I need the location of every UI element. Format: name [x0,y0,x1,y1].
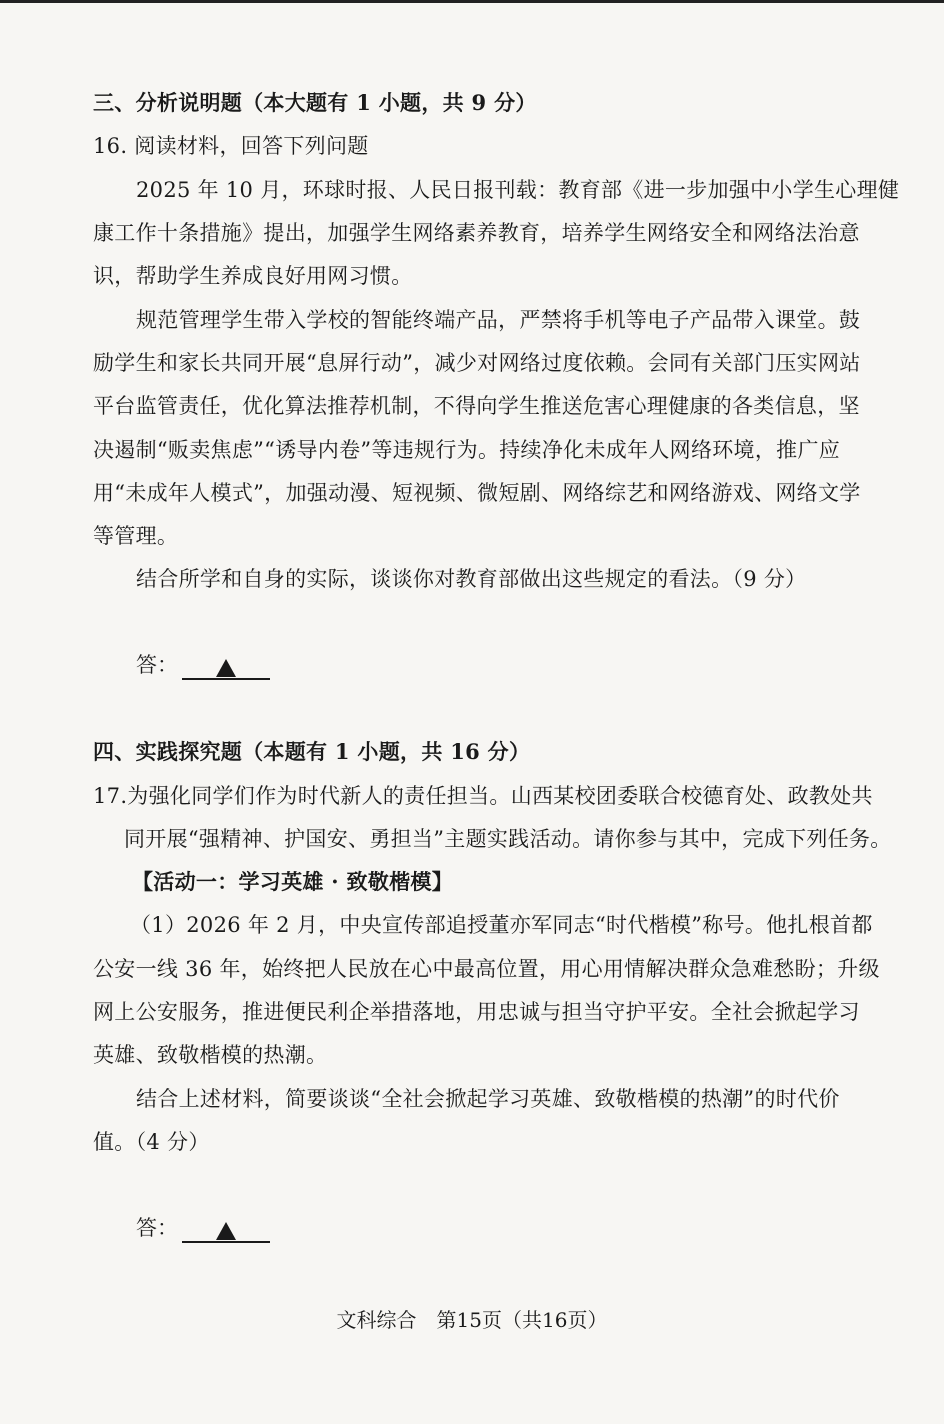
question17-line2: 同开展“强精神、护国安、勇担当”主题实践活动。请你参与其中，完成下列任务。 [124,827,892,851]
answer16-label: 答： [136,653,178,677]
material1-line3: 识，帮助学生养成良好用网习惯。 [93,264,413,288]
sub1-line2: 公安一线 36 年，始终把人民放在心中最高位置，用心用情解决群众急难愁盼；升级 [93,957,880,981]
sub1-line3: 网上公安服务，推进便民利企举措落地，用忠诚与担当守护平安。全社会掀起学习 [93,1000,860,1024]
answer16-blank [182,654,270,680]
answer17-1-label: 答： [136,1216,178,1240]
page-footer: 文科综合 第15页（共16页） [336,1308,608,1332]
question16-title: 16. 阅读材料，回答下列问题 [93,134,369,158]
material2-line1: 规范管理学生带入学校的智能终端产品，严禁将手机等电子产品带入课堂。鼓 [136,308,861,332]
material1-line1: 2025 年 10 月，环球时报、人民日报刊载：教育部《进一步加强中小学生心理健 [136,178,900,202]
material2-line5: 用“未成年人模式”，加强动漫、短视频、微短剧、网络综艺和网络游戏、网络文学 [93,481,861,505]
section3-heading: 三、分析说明题（本大题有 1 小题，共 9 分） [93,90,537,115]
triangle-icon [216,1222,236,1240]
sub1-line1: （1）2026 年 2 月，中央宣传部追授董亦军同志“时代楷模”称号。他扎根首都 [130,913,873,937]
activity1-heading: 【活动一：学习英雄 · 致敬楷模】 [132,869,454,894]
material2-line2: 励学生和家长共同开展“息屏行动”，减少对网络过度依赖。会同有关部门压实网站 [93,351,861,375]
material2-line3: 平台监管责任，优化算法推荐机制，不得向学生推送危害心理健康的各类信息，坚 [93,394,860,418]
answer17-1 [136,1213,270,1243]
sub1-question-line2: 值。（4 分） [93,1130,210,1154]
answer17-1-blank [182,1217,270,1243]
material2-line6: 等管理。 [93,524,179,548]
material2-line4: 决遏制“贩卖焦虑”“诱导内卷”等违规行为。持续净化未成年人网络环境，推广应 [93,438,841,462]
answer16 [136,650,270,680]
sub1-line4: 英雄、致敬楷模的热潮。 [93,1043,328,1067]
material1-line2: 康工作十条措施》提出，加强学生网络素养教育，培养学生网络安全和网络法治意 [93,221,860,245]
top-border [0,0,944,3]
question16-prompt: 结合所学和自身的实际，谈谈你对教育部做出这些规定的看法。（9 分） [136,567,807,591]
sub1-question-line1: 结合上述材料，简要谈谈“全社会掀起学习英雄、致敬楷模的热潮”的时代价 [136,1087,840,1111]
triangle-icon [216,659,236,677]
section4-heading: 四、实践探究题（本题有 1 小题，共 16 分） [93,739,531,764]
question17-line1: 17.为强化同学们作为时代新人的责任担当。山西某校团委联合校德育处、政教处共 [93,784,873,808]
